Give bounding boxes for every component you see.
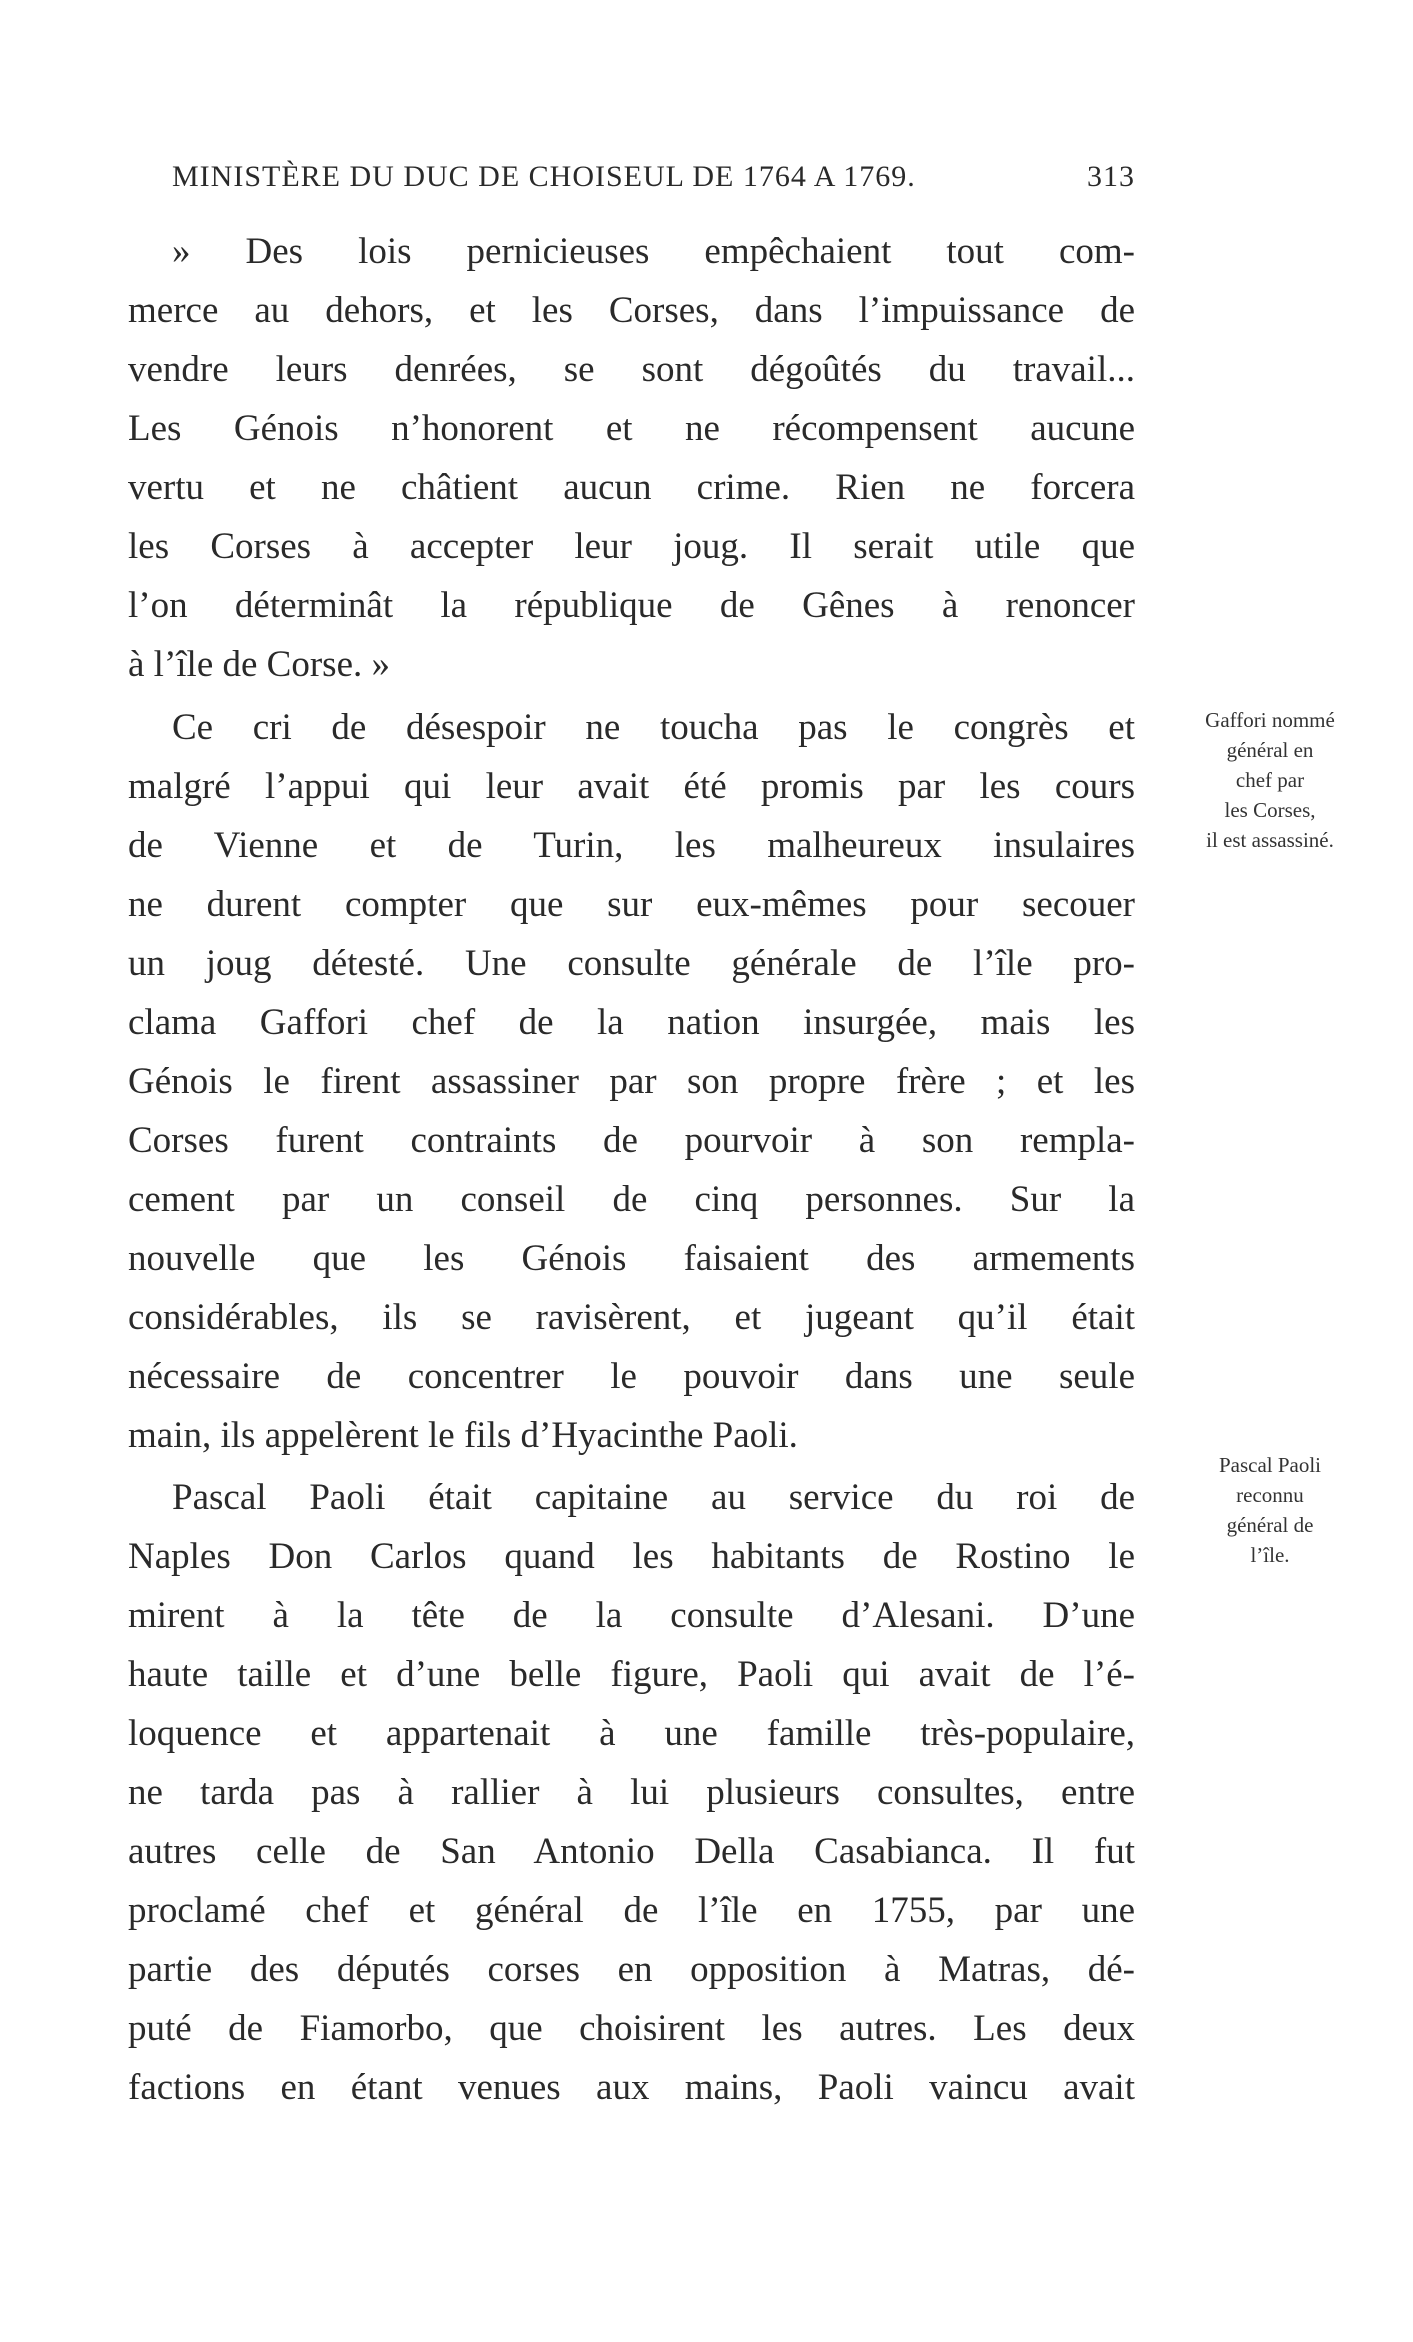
text-line: cement par un conseil de cinq personnes. Sur la (128, 1179, 1135, 1220)
text-line: proclamé chef et général de l’île en 1755, par une (128, 1890, 1135, 1931)
text-line: Ce cri de désespoir ne toucha pas le congrès et (172, 707, 1135, 748)
text-line: ne durent compter que sur eux-mêmes pour secouer (128, 884, 1135, 925)
margin-note-line: général en (1226, 738, 1314, 762)
text-line: ne tarda pas à rallier à lui plusieurs consultes, entre (128, 1772, 1135, 1813)
text-line: les Corses à accepter leur joug. Il serait utile que (128, 526, 1135, 567)
page-number: 313 (1087, 160, 1135, 193)
margin-note-line: l’île. (1250, 1543, 1290, 1567)
text-line: factions en étant venues aux mains, Paoli vaincu avait (128, 2067, 1135, 2108)
margin-note-line: reconnu (1236, 1483, 1304, 1507)
margin-note-line: les Corses, (1224, 798, 1316, 822)
text-line: nécessaire de concentrer le pouvoir dans une seule (128, 1356, 1135, 1397)
text-line: vertu et ne châtient aucun crime. Rien ne forcera (128, 467, 1135, 508)
text-line: partie des députés corses en opposition à Matras, dé- (128, 1949, 1135, 1990)
text-line: clama Gaffori chef de la nation insurgée, mais les (128, 1002, 1135, 1043)
text-line: mirent à la tête de la consulte d’Alesani. D’une (128, 1595, 1135, 1636)
text-line: Génois le firent assassiner par son propre frère ; et les (128, 1061, 1135, 1102)
margin-note-line: chef par (1235, 768, 1305, 792)
text-line: main, ils appelèrent le fils d’Hyacinthe Paoli. (128, 1415, 798, 1456)
margin-note-line: Gaffori nommé (1205, 708, 1335, 732)
running-title: MINISTÈRE DU DUC DE CHOISEUL DE 1764 A 1769. (172, 160, 916, 193)
text-line: loquence et appartenait à une famille très-populaire, (128, 1713, 1135, 1754)
text-line: puté de Fiamorbo, que choisirent les autres. Les deux (128, 2008, 1135, 2049)
text-line: vendre leurs denrées, se sont dégoûtés du travail... (128, 349, 1135, 390)
margin-note-gaffori (1150, 705, 1390, 855)
margin-note-paoli (1150, 1450, 1390, 1570)
text-line: considérables, ils se ravisèrent, et jugeant qu’il était (128, 1297, 1135, 1338)
text-line: un joug détesté. Une consulte générale de l’île pro- (128, 943, 1135, 984)
text-line: Corses furent contraints de pourvoir à son rempla- (128, 1120, 1135, 1161)
margin-note-line: il est assassiné. (1206, 828, 1334, 852)
margin-note-line: général de (1226, 1513, 1314, 1537)
text-line: nouvelle que les Génois faisaient des armements (128, 1238, 1135, 1279)
text-line: » Des lois pernicieuses empêchaient tout com- (172, 231, 1135, 272)
text-line: Les Génois n’honorent et ne récompensent aucune (128, 408, 1135, 449)
text-line: à l’île de Corse. » (128, 644, 390, 685)
margin-note-line: Pascal Paoli (1218, 1453, 1322, 1477)
text-line: l’on déterminât la république de Gênes à renoncer (128, 585, 1135, 626)
text-line: haute taille et d’une belle figure, Paoli qui avait de l’é- (128, 1654, 1135, 1695)
text-line: Naples Don Carlos quand les habitants de Rostino le (128, 1536, 1135, 1577)
text-line: malgré l’appui qui leur avait été promis par les cours (128, 766, 1135, 807)
text-line: merce au dehors, et les Corses, dans l’impuissance de (128, 290, 1135, 331)
text-line: autres celle de San Antonio Della Casabianca. Il fut (128, 1831, 1135, 1872)
text-line: Pascal Paoli était capitaine au service du roi de (172, 1477, 1135, 1518)
text-line: de Vienne et de Turin, les malheureux insulaires (128, 825, 1135, 866)
